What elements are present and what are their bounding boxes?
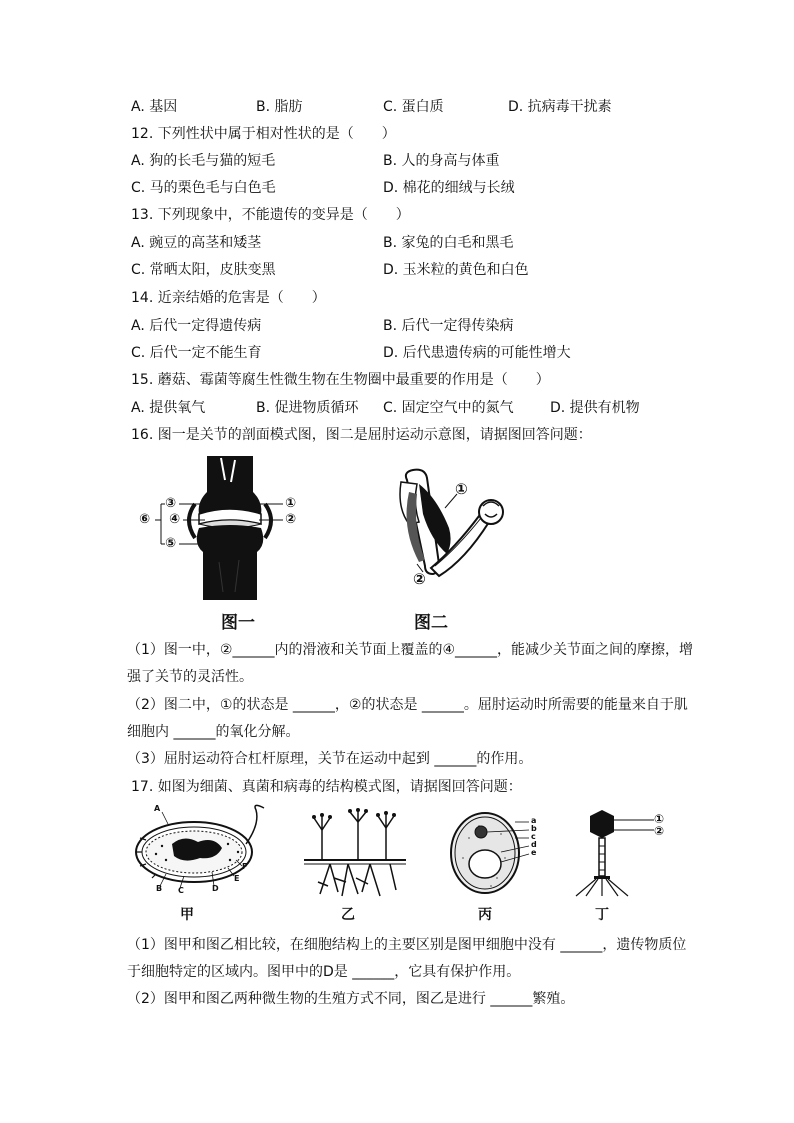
- q12-stem: 12. 下列性状中属于相对性状的是（ ）: [131, 126, 396, 142]
- jia-label-c: C: [178, 886, 184, 895]
- q17-part1-line2: 于细胞特定的区域内。图甲中的D是 ______，它具有保护作用。: [127, 964, 521, 980]
- bing-label-c: c: [531, 832, 536, 841]
- q17-part2: （2）图甲和图乙两种微生物的生殖方式不同，图乙是进行 ______繁殖。: [127, 991, 575, 1007]
- bing-label-b: b: [531, 824, 537, 833]
- fig1-label-2: ②: [285, 512, 297, 527]
- q16-part3: （3）屈肘运动符合杠杆原理，关节在运动中起到 ______的作用。: [127, 751, 533, 767]
- caption-bing: 丙: [478, 907, 492, 923]
- q16-part2-line1: （2）图二中，①的状态是 ______，②的状态是 ______。屈肘运动时所需要的能量来自于肌: [127, 697, 688, 713]
- q16-part1-line2: 强了关节的灵活性。: [127, 669, 253, 685]
- q15-option-c: C. 固定空气中的氮气: [383, 400, 514, 416]
- q13-option-a: A. 豌豆的高茎和矮茎: [131, 235, 262, 251]
- ding-label-2: ②: [654, 824, 665, 838]
- jia-label-b: B: [156, 884, 163, 893]
- q11-option-a: A. 基因: [131, 99, 178, 115]
- fig1-label-1: ①: [285, 496, 297, 511]
- q15-option-b: B. 促进物质循环: [256, 400, 359, 416]
- q17-part1-line1: （1）图甲和图乙相比较，在细胞结构上的主要区别是图甲细胞中没有 ______，遗传物质位: [127, 937, 687, 953]
- fig1-label-4: ④: [169, 512, 181, 527]
- q14-option-c: C. 后代一定不能生育: [131, 345, 262, 361]
- q14-option-d: D. 后代患遗传病的可能性增大: [383, 345, 571, 361]
- q14-stem: 14. 近亲结婚的危害是（ ）: [131, 290, 326, 306]
- bing-label-a: a: [531, 816, 537, 825]
- q16-part2-line2: 细胞内 ______的氧化分解。: [127, 724, 300, 740]
- q14-option-b: B. 后代一定得传染病: [383, 318, 514, 334]
- q13-option-d: D. 玉米粒的黄色和白色: [383, 262, 529, 278]
- caption-jia: 甲: [180, 907, 194, 923]
- fig2-label-1: ①: [455, 480, 468, 498]
- caption-yi: 乙: [341, 907, 355, 923]
- q12-option-b: B. 人的身高与体重: [383, 153, 500, 169]
- q13-stem: 13. 下列现象中，不能遗传的变异是（ ）: [131, 207, 410, 223]
- bing-label-e: e: [531, 848, 537, 857]
- jia-label-e: E: [234, 874, 240, 883]
- fig1-label-6: ⑥: [139, 512, 151, 527]
- jia-label-a: A: [154, 804, 161, 813]
- bing-label-d: d: [531, 840, 537, 849]
- q16-part1-line1: （1）图一中，②______内的滑液和关节面上覆盖的④______，能减少关节面之间的摩擦，增: [127, 642, 694, 658]
- caption-ding: 丁: [595, 907, 609, 923]
- q14-option-a: A. 后代一定得遗传病: [131, 318, 262, 334]
- q12-option-c: C. 马的栗色毛与白色毛: [131, 180, 276, 196]
- q11-option-c: C. 蛋白质: [383, 99, 444, 115]
- joint-section-figure: [135, 452, 315, 602]
- q17-stem: 17. 如图为细菌、真菌和病毒的结构模式图，请据图回答问题：: [131, 779, 522, 795]
- ding-label-1: ①: [654, 812, 665, 826]
- q11-option-d: D. 抗病毒干扰素: [508, 99, 612, 115]
- q12-option-a: A. 狗的长毛与猫的短毛: [131, 153, 276, 169]
- q15-option-a: A. 提供氧气: [131, 400, 206, 416]
- bacterium-figure: [132, 804, 272, 896]
- elbow-flexion-figure: [395, 468, 515, 593]
- q16-stem: 16. 图一是关节的剖面模式图，图二是屈肘运动示意图，请据图回答问题：: [131, 427, 592, 443]
- q15-option-d: D. 提供有机物: [550, 400, 640, 416]
- q13-option-b: B. 家兔的白毛和黑毛: [383, 235, 514, 251]
- jia-label-f: F: [242, 862, 248, 871]
- q13-option-c: C. 常晒太阳，皮肤变黑: [131, 262, 276, 278]
- q12-option-d: D. 棉花的细绒与长绒: [383, 180, 515, 196]
- fig1-caption: 图一: [221, 613, 255, 633]
- fig2-label-2: ②: [413, 570, 426, 588]
- jia-label-d: D: [212, 884, 219, 893]
- q15-stem: 15. 蘑菇、霉菌等腐生性微生物在生物圈中最重要的作用是（ ）: [131, 372, 550, 388]
- mold-figure: [300, 808, 410, 900]
- fig2-caption: 图二: [414, 613, 448, 633]
- fig1-label-5: ⑤: [165, 536, 177, 551]
- virus-figure: [568, 806, 678, 898]
- q11-option-b: B. 脂肪: [256, 99, 303, 115]
- yeast-figure: [445, 808, 545, 898]
- fig1-label-3: ③: [165, 496, 177, 511]
